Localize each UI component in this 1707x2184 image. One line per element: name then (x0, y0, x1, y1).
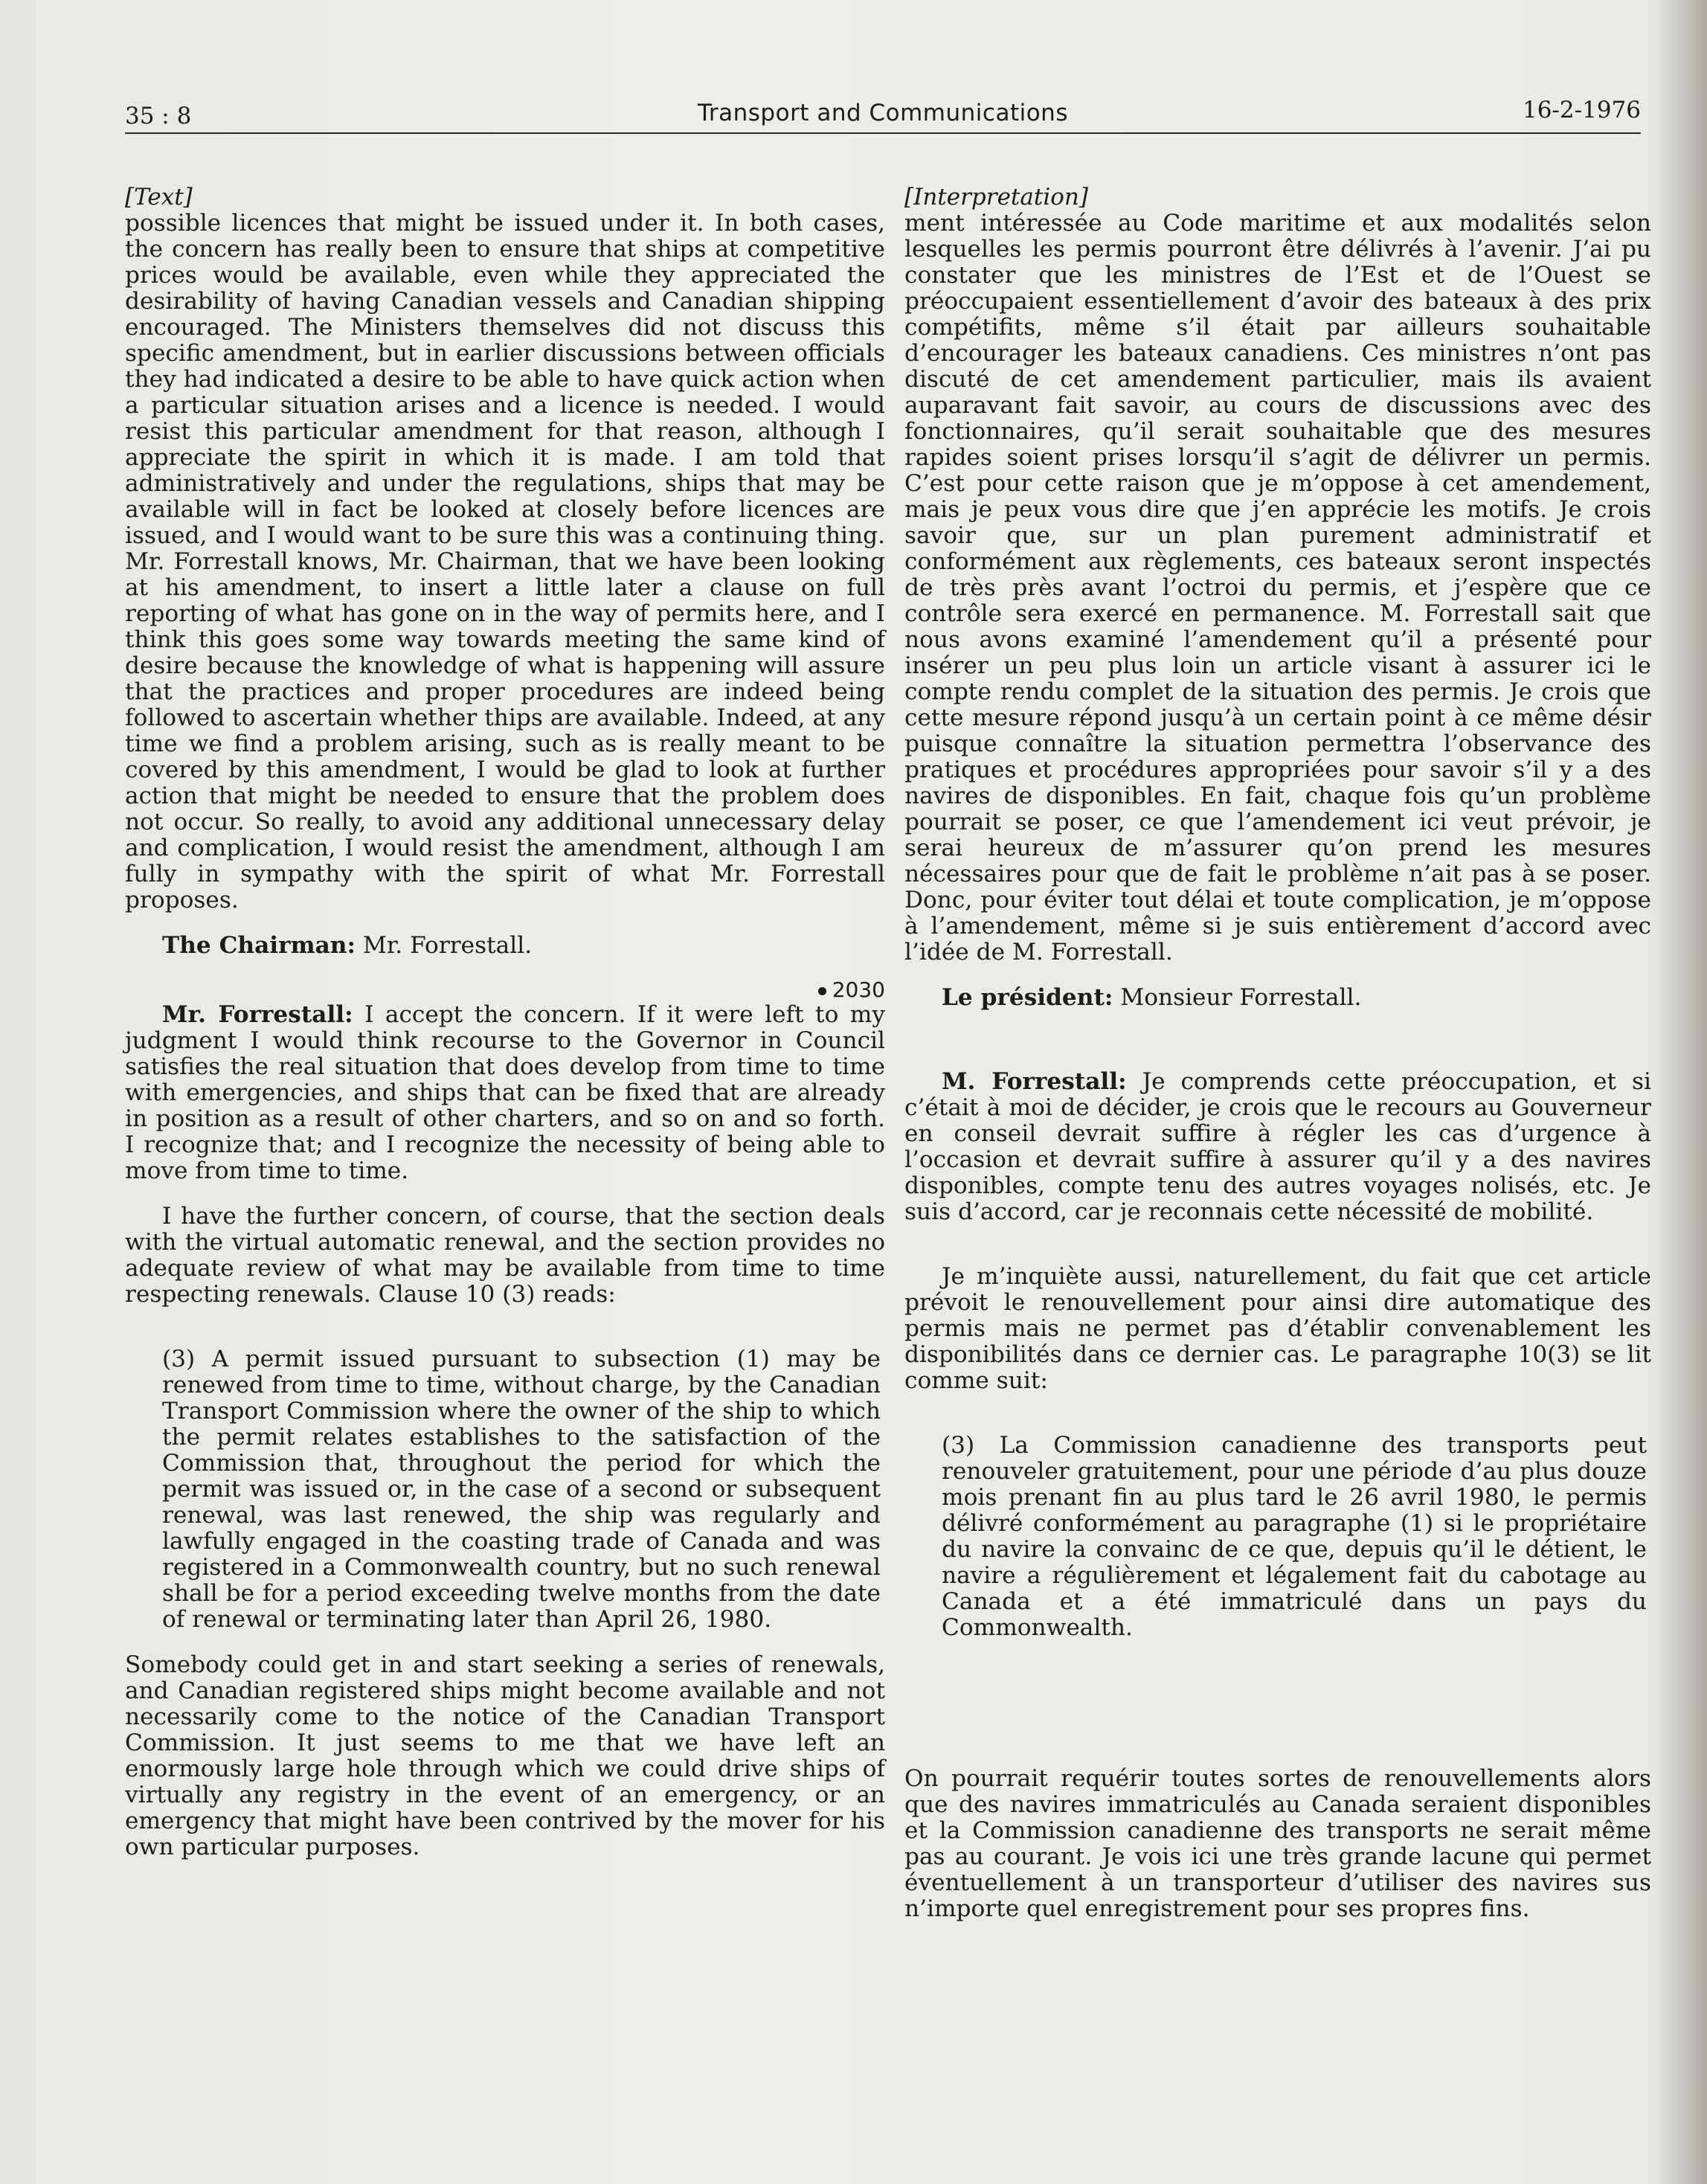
time-marker (125, 978, 885, 1002)
timestamp-value: 2030 (832, 977, 885, 1002)
interpretation-tag: [Interpretation] (904, 184, 1088, 211)
page-number: 35 : 8 (125, 103, 192, 129)
publication-title: Transport and Communications (698, 100, 1068, 126)
closing-paragraph: Somebody could get in and start seeking a series of renewals, and Canadian registered ships might become available and not necessarily come to the notice of the Canadian Transport Commission. It just seems to me that we have left an enormously large hole through which we could drive ships of virtually any registry in the event of an emergency, or an emergency that might have been contrived by the mover for his own particular purposes. (125, 1651, 885, 1860)
page-binding-shadow (1655, 0, 1707, 2184)
further-concern-paragraph: I have the further concern, of course, that the section deals with the virtual automatic renewal, and the section provides no adequate review of what may be available from time to time respecting renewals. Clause 10 (3) reads: (125, 1203, 885, 1308)
speaker-text: Mr. Forrestall. (355, 932, 533, 959)
header-date: 16-2-1976 (1522, 97, 1641, 123)
speaker-name: The Chairman: (162, 932, 356, 959)
speaker-name: Mr. Forrestall: (162, 1001, 353, 1028)
speaker-text: Je comprends cette préoccupation, et si c’était à moi de décider, je crois que le recours au Gouverneur en conseil devrait suffire à régler les cas d’urgence à l’occasion et devrait suffire à assurer qu’il y a des navires disponibles, compte tenu des autres voyages nolisés, etc. Je suis d’accord, car je reconnais cette nécessité de mobilité. (904, 1068, 1651, 1225)
paragraphe-10-3-quote: (3) La Commission canadienne des transports peut renouveler gratuitement, pour une période d’au plus douze mois prenant fin au plus tard le 26 avril 1980, le permis délivré conformément au paragraphe (1) si le propriétaire du navire la convainc de ce que, depuis qu’il le détient, le navire a régulièrement et légalement fait du cabotage au Canada et a été immatriculé dans un pays du Commonwealth. (942, 1432, 1647, 1641)
speaker-text: Monsieur Forrestall. (1113, 984, 1362, 1011)
closing-paragraph-fr: On pourrait requérir toutes sortes de renouvellements alors que des navires immatriculés au Canada seraient disponibles et la Commission canadienne des transports ne serait même pas au courant. Je vois ici une très grande lacune qui permet éventuellement à un transporteur d’utiliser des navires sus n’importe quel enregistrement pour ses propres fins. (904, 1765, 1651, 1922)
ministre-continuation-paragraph: ment intéressée au Code maritime et aux modalités selon lesquelles les permis pourront être délivrés à l’avenir. J’ai pu constater que les ministres de l’Est et de l’Ouest se préoccupaient essentiellement d’avoir des bateaux à des prix compétifits, même s’il était par ailleurs souhaitable d’encourager les bateaux canadiens. Ces ministres n’ont pas discuté de cet amendement particulier, mais ils avaient auparavant fait savoir, au cours de discussions avec des fonctionnaires, qu’il serait souhaitable que des mesures rapides soient prises lorsqu’il s’agit de délivrer un permis. C’est pour cette raison que je m’oppose à cet amendement, mais je peux vous dire que j’en apprécie les motifs. Je crois savoir que, sur un plan purement administratif et conformément aux règlements, ces bateaux seront inspectés de très près avant l’octroi du permis, et j’espère que ce contrôle sera exercé en permanence. M. Forrestall sait que nous avons examiné l’amendement qu’il a présenté pour insérer un peu plus loin un article visant à assurer ici le compte rendu complet de la situation des permis. Je crois que cette mesure répond jusqu’à un certain point à ce même désir puisque connaître la situation permettra l’observance des pratiques et procédures appropriées pour savoir s’il y a des navires de disponibles. En fait, chaque fois qu’un problème pourrait se poser, ce que l’amendement ici veut prévoir, je serai heureux de m’assurer qu’on prend les mesures nécessaires pour que de fait le problème n’ait pas à se poser. Donc, pour éviter tout délai et toute complication, je m’oppose à l’amendement, même si je suis entièrement d’accord avec l’idée de M. Forrestall. (904, 210, 1651, 966)
clause-10-3-quote: (3) A permit issued pursuant to subsection (1) may be renewed from time to time, without charge, by the Canadian Transport Commission where the owner of the ship to which the permit relates establishes to the satisfaction of the Commission that, throughout the period for which the permit was issued or, in the case of a second or subsequent renewal, was last renewed, the ship was regularly and lawfully engaged in the coasting trade of Canada and was registered in a Commonwealth country, but no such renewal shall be for a period exceeding twelve months from the date of renewal or terminating later than April 26, 1980. (162, 1346, 881, 1633)
english-column (125, 184, 885, 1860)
president-remark (904, 985, 1651, 1011)
text-tag: [Text] (125, 184, 193, 211)
running-header (125, 88, 1641, 134)
speaker-name: M. Forrestall: (942, 1068, 1127, 1095)
forrestall-remark-fr (904, 1069, 1651, 1225)
chairman-remark (125, 933, 885, 959)
speaker-text: I accept the concern. If it were left to my judgment I would think recourse to the Governor in Council satisfies the real situation that does develop from time to time with emergencies, and ships that can be fixed that are already in position as a result of other charters, and so on and so forth. I recognize that; and I recognize the necessity of being able to move from time to time. (125, 1001, 885, 1184)
inquiete-paragraph: Je m’inquiète aussi, naturellement, du fait que cet article prévoit le renouvellement pour ainsi dire automatique des permis mais ne permet pas d’établir convenablement les disponibilités dans ce dernier cas. Le paragraphe 10(3) se lit comme suit: (904, 1263, 1651, 1394)
bullet-icon (818, 987, 826, 995)
french-column (904, 184, 1651, 1922)
forrestall-remark (125, 1002, 885, 1184)
speaker-name: Le président: (942, 984, 1113, 1011)
minister-continuation-paragraph: possible licences that might be issued under it. In both cases, the concern has really been to ensure that ships at competitive prices would be available, even while they appreciated the desirability of having Canadian vessels and Canadian shipping encouraged. The Ministers themselves did not discuss this specific amendment, but in earlier discussions between officials they had indicated a desire to be able to have quick action when a particular situation arises and a licence is needed. I would resist this particular amendment for that reason, although I appreciate the spirit in which it is made. I am told that administratively and under the regulations, ships that may be available will in fact be looked at closely before licences are issued, and I would want to be sure this was a continuing thing. Mr. Forrestall knows, Mr. Chairman, that we have been looking at his amendment, to insert a little later a clause on full reporting of what has gone on in the way of permits here, and I think this goes some way towards meeting the same kind of desire because the knowledge of what is happening will assure that the practices and proper procedures are indeed being followed to ascertain whether thips are available. Indeed, at any time we find a problem arising, such as is really meant to be covered by this amendment, I would be glad to look at further action that might be needed to ensure that the problem does not occur. So really, to avoid any additional unnecessary delay and complication, I would resist the amendment, although I am fully in sympathy with the spirit of what Mr. Forrestall proposes. (125, 210, 885, 913)
